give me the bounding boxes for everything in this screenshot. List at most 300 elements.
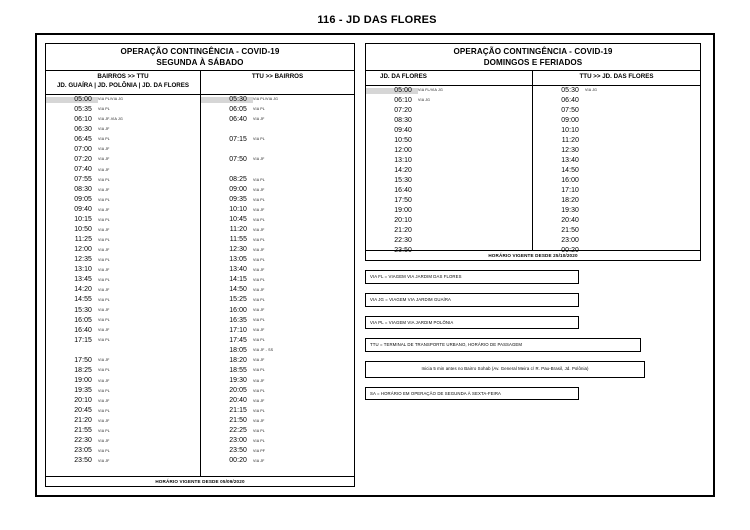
timetable-row <box>46 437 200 447</box>
weekday-column-headers <box>46 71 354 95</box>
departure-time: 12:30 <box>561 146 579 154</box>
timetable-row <box>201 276 354 286</box>
timetable-row <box>366 96 532 106</box>
departure-time: 17:10 <box>229 326 247 334</box>
departure-time: 06:30 <box>74 125 92 133</box>
route-via-code: VIA JF <box>253 418 265 423</box>
timetable-row <box>46 145 200 155</box>
timetable-row <box>201 155 354 165</box>
timetable-row <box>366 146 532 156</box>
timetable-row <box>46 216 200 226</box>
timetable-row <box>366 227 532 237</box>
departure-time: 09:05 <box>74 196 92 203</box>
departure-time: 16:00 <box>561 176 579 184</box>
route-via-code: VIA PL <box>253 137 265 142</box>
route-via-code: VIA JF <box>98 147 110 152</box>
departure-time: 20:40 <box>229 396 247 404</box>
departure-time: 18:20 <box>229 356 247 364</box>
sunday-header-line1: OPERAÇÃO CONTINGÊNCIA - COVID-19 <box>453 47 613 56</box>
timetable-row <box>46 226 200 236</box>
departure-time: 15:30 <box>394 176 412 184</box>
route-via-code: VIA JF <box>253 117 265 122</box>
timetable-row <box>533 166 700 176</box>
timetable-row <box>46 266 200 276</box>
departure-time: 09:00 <box>229 185 247 193</box>
route-via-code: VIA PL <box>98 338 110 343</box>
timetable-row <box>46 165 200 175</box>
departure-time: 13:10 <box>394 156 412 164</box>
weekday-outbound-column <box>46 95 201 476</box>
timetable-row <box>201 115 354 125</box>
departure-time: 00:20 <box>229 457 247 465</box>
route-via-code: VIA JF <box>98 157 110 162</box>
timetable-row <box>201 366 354 376</box>
departure-time: 13:40 <box>561 156 579 164</box>
departure-time: 19:30 <box>561 207 579 215</box>
departure-time: 08:30 <box>394 116 412 124</box>
route-via-code: VIA PL <box>253 237 265 242</box>
timetable-row <box>201 326 354 336</box>
timetable-row <box>533 237 700 247</box>
route-via-code: VIA PL <box>98 408 110 413</box>
legend-list <box>365 270 701 400</box>
sunday-side-container <box>365 43 701 487</box>
departure-time: 09:00 <box>561 116 579 124</box>
timetable-row <box>46 205 200 215</box>
departure-time: 05:35 <box>74 105 92 113</box>
timetable-row <box>201 95 354 105</box>
departure-time: 14:15 <box>229 276 247 284</box>
departure-time: 07:50 <box>229 155 247 163</box>
route-via-code: VIA PL <box>98 278 110 283</box>
departure-time: 09:35 <box>229 196 247 203</box>
weekday-outbound-title: BAIRROS >> TTU <box>97 73 149 80</box>
route-via-code: VIA PL <box>98 428 110 433</box>
timetable-row <box>533 207 700 217</box>
sunday-outbound-column <box>366 86 533 255</box>
departure-time: 07:15 <box>229 135 247 143</box>
departure-time: 05:00 <box>366 88 418 95</box>
timetable-row <box>201 416 354 426</box>
route-via-code: VIA PL <box>253 438 265 443</box>
timetable-row <box>201 216 354 226</box>
departure-time: 21:50 <box>561 227 579 235</box>
departure-time: 20:05 <box>229 386 247 394</box>
route-via-code: VIA JF <box>98 398 110 403</box>
timetable-row <box>366 217 532 227</box>
departure-time: 19:30 <box>229 376 247 384</box>
departure-time: 20:45 <box>74 406 92 414</box>
route-via-code: VIA JG <box>418 98 431 103</box>
legend-item: TTU = TERMINAL DE TRANSPORTE URBANO, HORÁRIO DE PASSAGEM <box>365 338 641 352</box>
route-via-code: VIA PL <box>253 338 265 343</box>
route-via-code: VIA JF <box>98 308 110 313</box>
route-via-code: VIA JF <box>253 157 265 162</box>
departure-time: 18:05 <box>229 346 247 354</box>
timetable-row <box>46 296 200 306</box>
departure-time: 16:35 <box>229 316 247 324</box>
departure-time: 06:10 <box>74 115 92 123</box>
departure-time: 22:25 <box>229 427 247 435</box>
departure-time: 22:30 <box>394 237 412 245</box>
departure-time: 16:00 <box>229 306 247 314</box>
timetable-row <box>533 176 700 186</box>
departure-time: 00:20 <box>561 247 579 255</box>
timetable-row <box>46 356 200 366</box>
departure-time: 07:50 <box>561 106 579 114</box>
route-via-code: VIA PL <box>98 257 110 262</box>
sunday-panel-body <box>366 86 700 255</box>
route-via-code: VIA PL <box>253 408 265 413</box>
timetable-row <box>46 185 200 195</box>
route-via-code: VIA PL <box>98 298 110 303</box>
departure-time: 09:40 <box>74 206 92 214</box>
departure-time: 10:45 <box>229 216 247 224</box>
route-via-code: VIA PL/VIA JG <box>253 97 279 102</box>
departure-time: 10:50 <box>394 136 412 144</box>
timetable-row <box>46 316 200 326</box>
timetable-row <box>533 217 700 227</box>
departure-time: 18:55 <box>229 366 247 374</box>
route-via-code: VIA JG <box>585 88 598 93</box>
route-via-code: VIA PF <box>253 448 266 453</box>
route-via-code: VIA PL <box>253 298 265 303</box>
timetable-row <box>533 227 700 237</box>
timetable-row <box>201 437 354 447</box>
departure-time: 11:25 <box>74 236 92 244</box>
timetable-row <box>366 186 532 196</box>
route-via-code: VIA PL <box>253 318 265 323</box>
route-via-code: VIA JF <box>98 127 110 132</box>
route-via-code: VIA PL <box>98 318 110 323</box>
departure-time: 06:45 <box>74 135 92 143</box>
weekday-panel-footer: HORÁRIO VIGENTE DESDE 05/09/2020 <box>46 476 354 486</box>
timetable-row <box>201 246 354 256</box>
timetable-row <box>46 155 200 165</box>
timetable-row <box>201 195 354 205</box>
timetable-row <box>201 406 354 416</box>
departure-time: 08:30 <box>74 185 92 193</box>
timetable-row <box>533 106 700 116</box>
route-via-code: VIA JF <box>253 378 265 383</box>
route-via-code: VIA PL <box>98 368 110 373</box>
route-via-code: VIA JF <box>98 247 110 252</box>
timetable-row <box>46 376 200 386</box>
departure-time: 07:20 <box>74 155 92 163</box>
timetable-row <box>201 336 354 346</box>
route-via-code: VIA JF <box>98 207 110 212</box>
route-via-code: VIA PL <box>253 368 265 373</box>
departure-time: 17:50 <box>394 197 412 205</box>
departure-time: 05:30 <box>201 97 253 104</box>
timetable-row <box>366 106 532 116</box>
timetable-row <box>533 136 700 146</box>
weekday-header-line2: SEGUNDA À SÁBADO <box>156 58 244 67</box>
departure-time: 07:55 <box>74 175 92 183</box>
route-via-code: VIA JF <box>253 458 265 463</box>
timetable-row <box>201 457 354 467</box>
timetable-row <box>201 376 354 386</box>
timetable-row <box>201 296 354 306</box>
timetable-row <box>46 396 200 406</box>
legend-item: VIA FL = VIAGEM VIA JARDIM DAS FLORES <box>365 270 579 284</box>
timetable-row <box>201 185 354 195</box>
timetable-row <box>533 146 700 156</box>
departure-time: 12:35 <box>74 256 92 264</box>
route-via-code: VIA PL <box>98 107 110 112</box>
timetable-row <box>201 226 354 236</box>
route-via-code: VIA JF <box>98 328 110 333</box>
panels-container <box>45 43 705 487</box>
departure-time: 07:00 <box>74 145 92 153</box>
departure-time: 20:40 <box>561 217 579 225</box>
timetable-row <box>46 115 200 125</box>
route-via-code: VIA PL <box>253 197 265 202</box>
departure-time: 08:25 <box>229 175 247 183</box>
route-via-code: VIA PL <box>253 388 265 393</box>
route-via-code: VIA FL/VIA JG <box>418 88 443 93</box>
departure-time: 17:15 <box>74 336 92 344</box>
departure-time: 05:00 <box>46 97 98 104</box>
route-via-code: VIA JF <box>253 308 265 313</box>
departure-time: 09:40 <box>394 126 412 134</box>
sunday-column-headers <box>366 71 700 86</box>
route-via-code: VIA PL <box>253 257 265 262</box>
timetable-row <box>46 286 200 296</box>
timetable-row <box>201 135 354 145</box>
departure-time: 16:40 <box>74 326 92 334</box>
timetable-row <box>46 336 200 346</box>
departure-time: 11:20 <box>561 136 579 144</box>
departure-time: 11:55 <box>229 236 247 244</box>
departure-time: 14:20 <box>394 166 412 174</box>
timetable-row <box>201 356 354 366</box>
weekday-inbound-title: TTU >> BAIRROS <box>251 73 304 80</box>
timetable-row <box>201 316 354 326</box>
sunday-inbound-header <box>533 71 700 85</box>
departure-time: 16:40 <box>394 187 412 195</box>
departure-time: 21:20 <box>394 227 412 235</box>
timetable-row <box>46 195 200 205</box>
route-via-code: VIA PL <box>253 278 265 283</box>
route-via-code: VIA JF <box>98 227 110 232</box>
route-via-code: VIA PL <box>98 137 110 142</box>
sunday-header-line2: DOMINGOS E FERIADOS <box>483 58 583 67</box>
weekday-panel-body <box>46 95 354 476</box>
timetable-row <box>46 135 200 145</box>
departure-time: 23:00 <box>561 237 579 245</box>
sunday-timetable-panel <box>365 43 701 261</box>
route-via-code: VIA JF <box>98 378 110 383</box>
departure-time: 17:50 <box>74 356 92 364</box>
route-via-code: VIA JF <box>98 267 110 272</box>
legend-item: Inicia 5 min antes no Bairro Sohab (Av. General Meira c/ R. Pau-Brasil, Jd. Polônia) <box>365 361 645 377</box>
timetable-row <box>533 197 700 207</box>
sunday-inbound-title: TTU >> JD. DAS FLORES <box>579 73 654 80</box>
timetable-row <box>366 207 532 217</box>
departure-time: 21:55 <box>74 427 92 435</box>
timetable-row <box>533 156 700 166</box>
timetable-row <box>533 86 700 96</box>
timetable-row <box>46 276 200 286</box>
departure-time: 15:30 <box>74 306 92 314</box>
departure-time: 22:30 <box>74 437 92 445</box>
departure-time: 18:20 <box>561 197 579 205</box>
departure-time: 10:15 <box>74 216 92 224</box>
weekday-outbound-header <box>46 71 201 94</box>
weekday-inbound-column <box>201 95 354 476</box>
timetable-row <box>201 346 354 356</box>
timetable-row <box>46 175 200 185</box>
legend-item: SA = HORÁRIO EM OPERAÇÃO DE SEGUNDA À SEXTA-FEIRA <box>365 387 579 401</box>
route-via-code: VIA JF <box>253 227 265 232</box>
route-via-code: VIA JF <box>98 288 110 293</box>
departure-time: 12:30 <box>229 246 247 254</box>
legend-item: VIA JG = VIAGEM VIA JARDIM GUAÍRA <box>365 293 579 307</box>
departure-time: 10:10 <box>561 126 579 134</box>
sunday-panel-header <box>366 44 700 71</box>
route-via-code: VIA JF <box>253 187 265 192</box>
route-via-code: VIA JF <box>253 358 265 363</box>
departure-time: 07:20 <box>394 106 412 114</box>
timetable-row <box>46 406 200 416</box>
departure-time: 13:45 <box>74 276 92 284</box>
timetable-row <box>46 236 200 246</box>
departure-time: 06:40 <box>229 115 247 123</box>
timetable-row <box>366 136 532 146</box>
timetable-row <box>46 447 200 457</box>
timetable-row <box>201 105 354 115</box>
weekday-header-line1: OPERAÇÃO CONTINGÊNCIA - COVID-19 <box>120 47 280 56</box>
route-via-code: VIA PL <box>253 217 265 222</box>
route-via-code: VIA JF <box>253 398 265 403</box>
route-via-code: VIA JF <box>253 288 265 293</box>
weekday-panel-header <box>46 44 354 71</box>
route-via-code: VIA JF-VIA JG <box>98 117 123 122</box>
timetable-row <box>366 156 532 166</box>
departure-time: 11:20 <box>229 226 247 234</box>
departure-time: 21:15 <box>229 406 247 414</box>
route-via-code: VIA JF <box>98 187 110 192</box>
timetable-row <box>533 96 700 106</box>
route-via-code: VIA PL <box>98 177 110 182</box>
route-via-code: VIA JF <box>98 167 110 172</box>
departure-time: 23:05 <box>74 447 92 455</box>
departure-time: 14:55 <box>74 296 92 304</box>
weekday-timetable-panel <box>45 43 355 487</box>
departure-time: 10:10 <box>229 206 247 214</box>
timetable-row <box>201 175 354 185</box>
route-via-code: VIA JF <box>253 267 265 272</box>
departure-time: 19:00 <box>394 207 412 215</box>
weekday-inbound-header <box>201 71 354 94</box>
route-via-code: VIA PL <box>98 388 110 393</box>
route-via-code: VIA JF <box>98 418 110 423</box>
timetable-row <box>46 246 200 256</box>
timetable-row <box>46 256 200 266</box>
timetable-row <box>201 286 354 296</box>
departure-time: 18:25 <box>74 366 92 374</box>
departure-time: 20:10 <box>74 396 92 404</box>
departure-time: 17:10 <box>561 187 579 195</box>
route-via-code: VIA JF <box>253 328 265 333</box>
timetable-row <box>201 427 354 437</box>
sunday-outbound-header <box>366 71 533 85</box>
legend-item: VIA PL = VIAGEM VIA JARDIM POLÔNIA <box>365 316 579 330</box>
timetable-row <box>201 256 354 266</box>
route-via-code: VIA PL <box>98 237 110 242</box>
sunday-outbound-title: JD. DA FLORES <box>380 73 427 80</box>
timetable-row <box>46 457 200 467</box>
departure-time: 13:05 <box>229 256 247 264</box>
timetable-row <box>46 427 200 437</box>
timetable-row <box>366 237 532 247</box>
departure-time: 20:10 <box>394 217 412 225</box>
route-via-code: VIA JF <box>98 438 110 443</box>
timetable-row <box>533 247 700 257</box>
route-via-code: VIA JF <box>98 358 110 363</box>
departure-time: 06:10 <box>394 96 412 104</box>
timetable-row <box>366 116 532 126</box>
route-via-code: VIA PL <box>98 448 110 453</box>
route-via-code: VIA PL <box>253 177 265 182</box>
timetable-row <box>366 197 532 207</box>
timetable-row <box>366 247 532 257</box>
departure-time: 17:45 <box>229 336 247 344</box>
timetable-row <box>46 326 200 336</box>
departure-time: 23:00 <box>229 437 247 445</box>
departure-time: 06:40 <box>561 96 579 104</box>
departure-time: 14:50 <box>561 166 579 174</box>
timetable-row <box>366 86 532 96</box>
departure-time: 19:35 <box>74 386 92 394</box>
timetable-row <box>366 166 532 176</box>
timetable-row <box>46 125 200 135</box>
departure-time: 14:20 <box>74 286 92 294</box>
timetable-row <box>533 126 700 136</box>
departure-time: 21:50 <box>229 417 247 425</box>
route-via-code: VIA PL <box>253 428 265 433</box>
timetable-row <box>46 366 200 376</box>
departure-time: 12:00 <box>394 146 412 154</box>
departure-time: 21:20 <box>74 417 92 425</box>
departure-time: 14:50 <box>229 286 247 294</box>
departure-time: 16:05 <box>74 316 92 324</box>
timetable-row <box>46 306 200 316</box>
timetable-row <box>46 386 200 396</box>
departure-time: 23:50 <box>74 457 92 465</box>
timetable-row <box>366 176 532 186</box>
departure-time: 13:10 <box>74 266 92 274</box>
departure-time: 15:25 <box>229 296 247 304</box>
departure-time: 05:30 <box>561 86 579 94</box>
route-via-code: VIA JF <box>98 458 110 463</box>
weekday-outbound-subtitle: JD. GUAÍRA | JD. POLÔNIA | JD. DA FLORES <box>56 81 190 89</box>
departure-time: 06:05 <box>229 105 247 113</box>
timetable-row <box>533 186 700 196</box>
route-via-code: VIA PL <box>253 107 265 112</box>
route-via-code: VIA PL/VIA JG <box>98 97 124 102</box>
departure-time: 13:40 <box>229 266 247 274</box>
timetable-row <box>366 126 532 136</box>
timetable-row <box>201 236 354 246</box>
departure-time: 12:00 <box>74 246 92 254</box>
sunday-inbound-column <box>533 86 700 255</box>
departure-time: 10:50 <box>74 226 92 234</box>
timetable-row <box>201 306 354 316</box>
route-via-code: VIA JF - SS <box>253 348 274 353</box>
timetable-row <box>46 416 200 426</box>
